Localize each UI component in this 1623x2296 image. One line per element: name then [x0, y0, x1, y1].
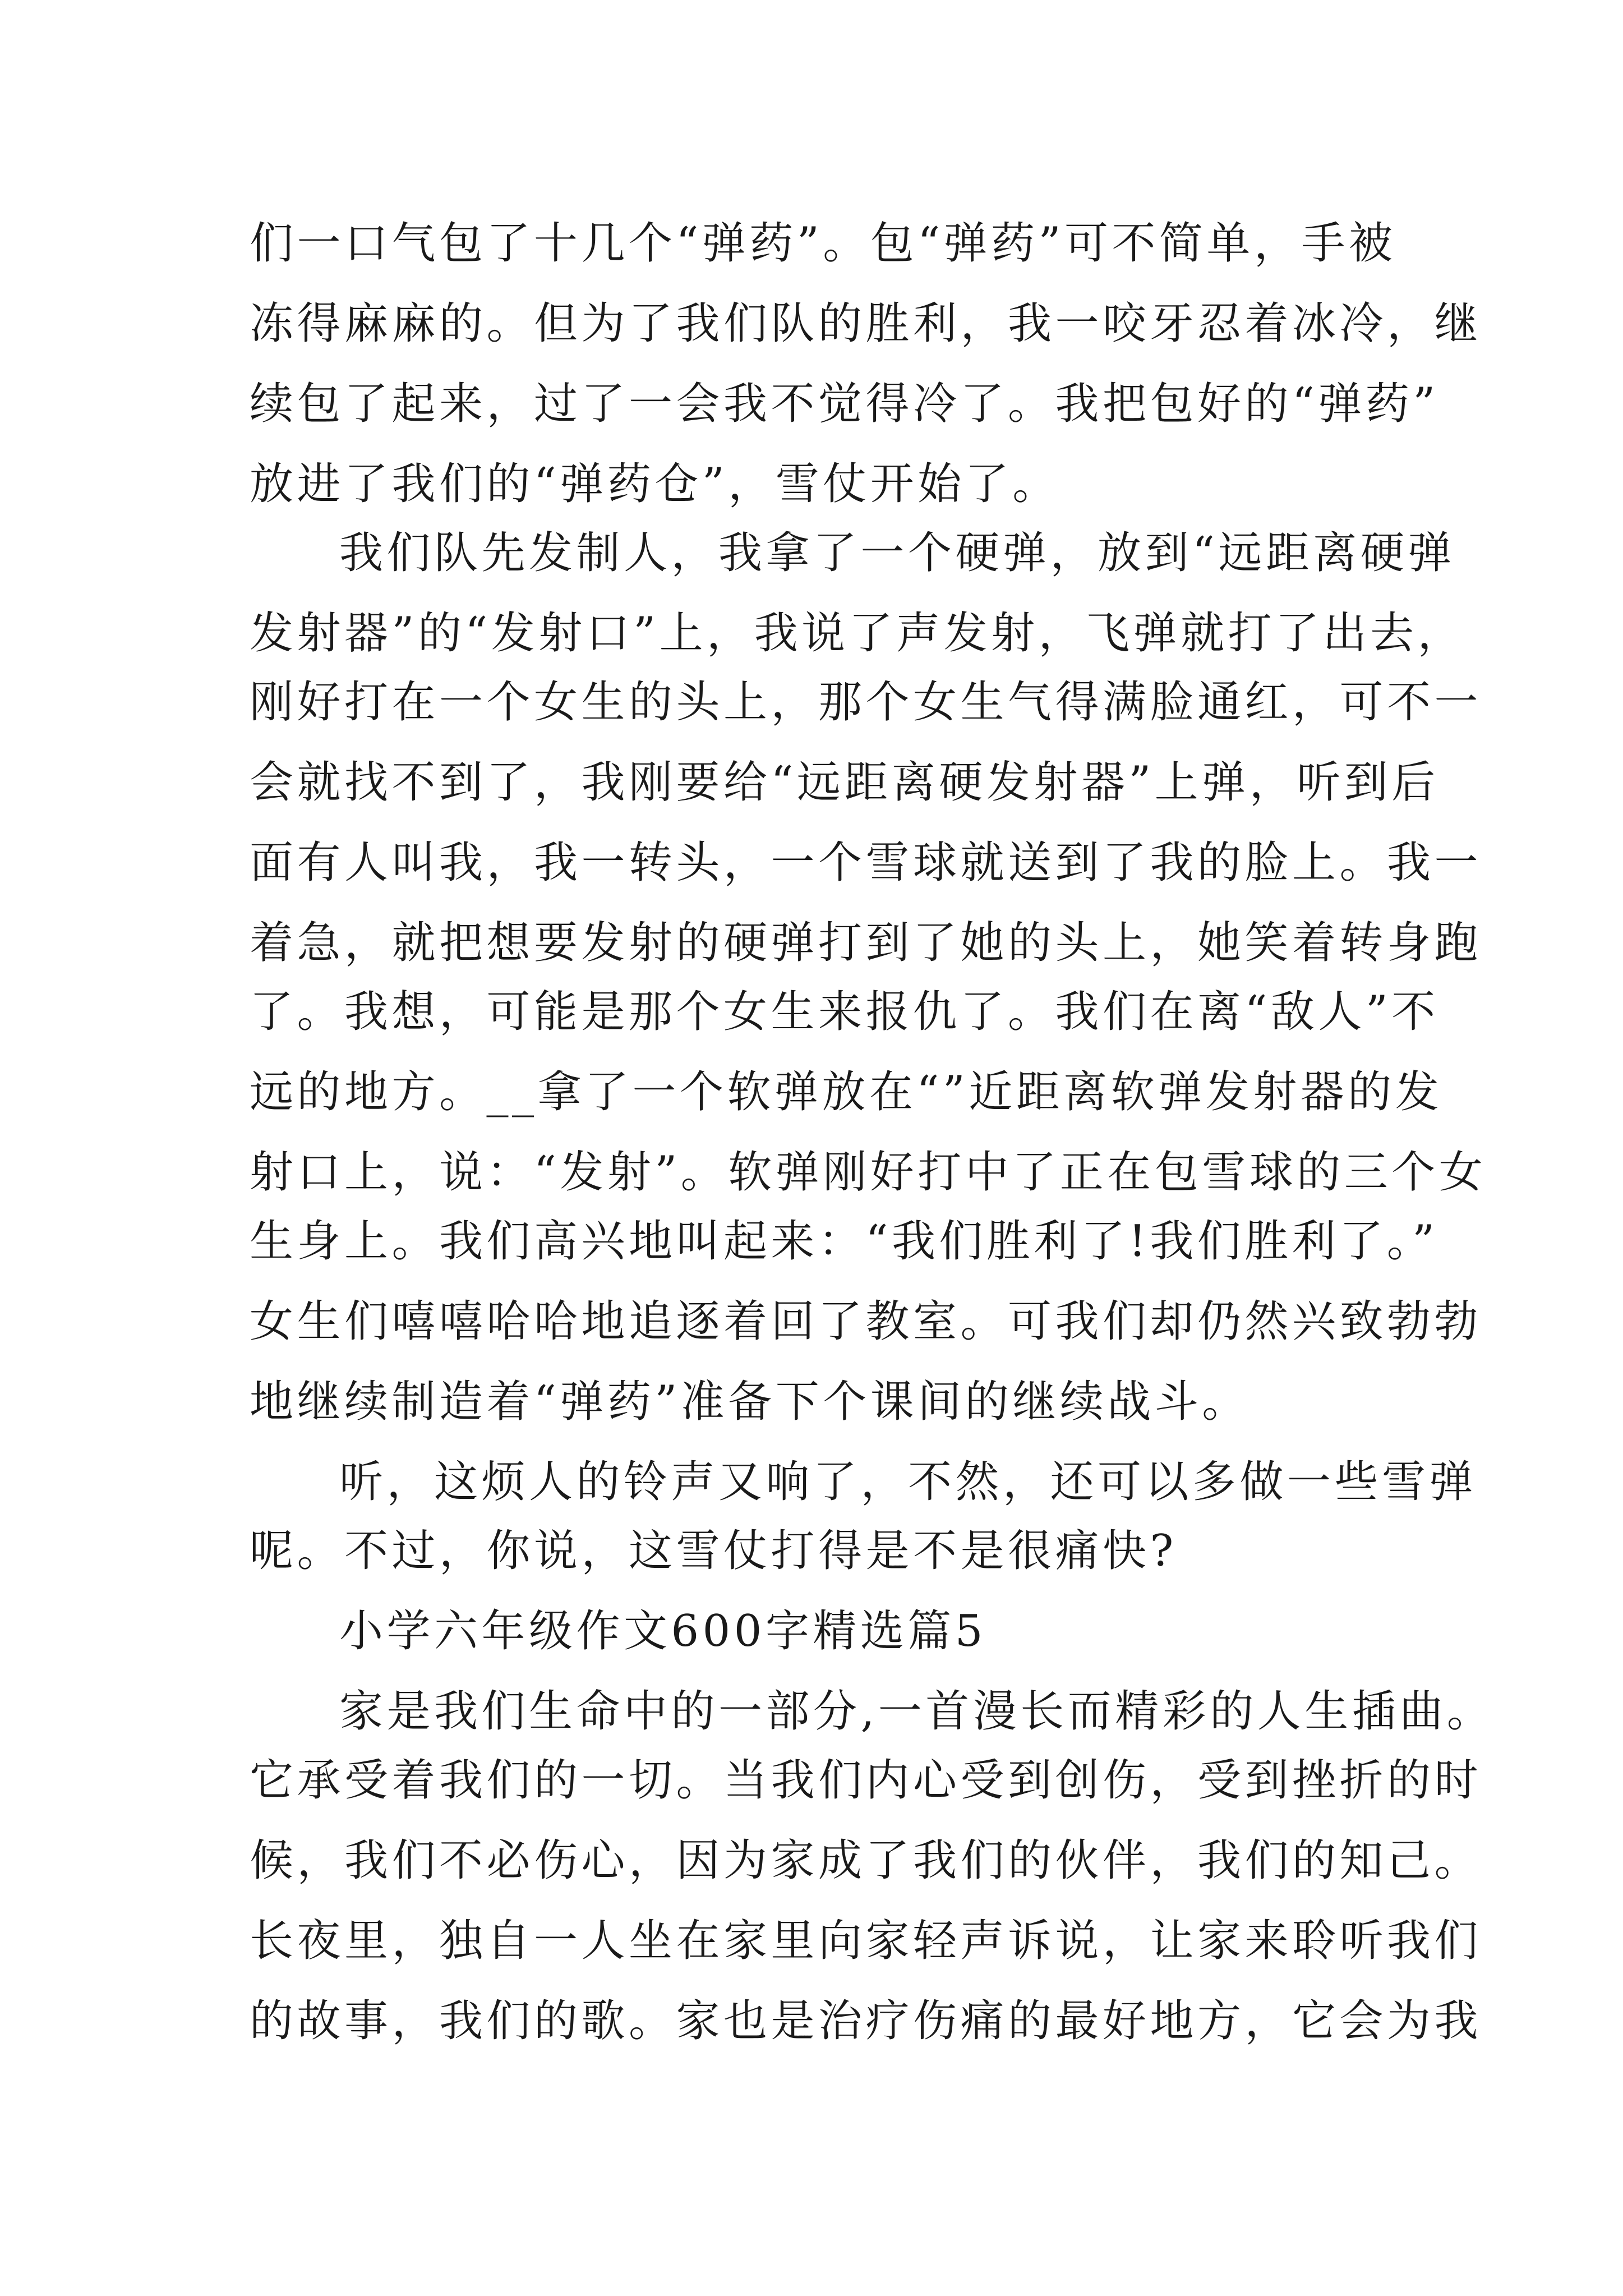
text-line: 我们队先发制人，我拿了一个硬弹，放到“远距离硬弹 [339, 528, 1455, 578]
text-line: 远的地方。__拿了一个软弹放在“”近距离软弹发射器的发 [250, 1067, 1443, 1117]
text-line: 刚好打在一个女生的头上，那个女生气得满脸通红，可不一 [250, 677, 1482, 728]
text-line: 听，这烦人的铃声又响了，不然，还可以多做一些雪弹 [339, 1457, 1477, 1507]
text-line: 它承受着我们的一切。当我们内心受到创伤，受到挫折的时 [250, 1755, 1482, 1806]
text-line: 发射器”的“发射口”上，我说了声发射，飞弹就打了出去， [250, 608, 1465, 659]
text-line: 女生们嘻嘻哈哈地追逐着回了教室。可我们却仍然兴致勃勃 [250, 1296, 1482, 1347]
text-line: 呢。不过，你说，这雪仗打得是不是很痛快? [250, 1526, 1177, 1576]
text-line: 们一口气包了十几个“弹药”。包“弹药”可不简单，手被 [250, 218, 1396, 269]
text-line: 续包了起来，过了一会我不觉得冷了。我把包好的“弹药” [250, 379, 1439, 429]
text-line: 候，我们不必伤心，因为家成了我们的伙伴，我们的知己。 [250, 1835, 1482, 1886]
text-line: 地继续制造着“弹药”准备下个课间的继续战斗。 [250, 1377, 1249, 1427]
text-line: 冻得麻麻的。但为了我们队的胜利，我一咬牙忍着冰冷，继 [250, 298, 1482, 349]
text-line: 面有人叫我，我一转头，一个雪球就送到了我的脸上。我一 [250, 838, 1482, 888]
text-line: 会就找不到了，我刚要给“远距离硬发射器”上弹，听到后 [250, 757, 1439, 808]
text-line: 长夜里，独自一人坐在家里向家轻声诉说，让家来聆听我们 [250, 1916, 1482, 1966]
text-line: 放进了我们的“弹药仓”，雪仗开始了。 [250, 459, 1060, 509]
text-line: 射口上，说：“发射”。软弹刚好打中了正在包雪球的三个女 [250, 1147, 1487, 1198]
text-line: 的故事，我们的歌。家也是治疗伤痛的最好地方，它会为我 [250, 1996, 1482, 2046]
text-line: 了。我想，可能是那个女生来报仇了。我们在离“敌人”不 [250, 987, 1439, 1037]
text-line: 生身上。我们高兴地叫起来：“我们胜利了!我们胜利了。” [250, 1216, 1438, 1267]
section-heading: 小学六年级作文600字精选篇5 [339, 1606, 987, 1657]
text-line: 家是我们生命中的一部分,一首漫长而精彩的人生插曲。 [339, 1686, 1495, 1737]
text-line: 着急，就把想要发射的硬弹打到了她的头上，她笑着转身跑 [250, 918, 1482, 968]
